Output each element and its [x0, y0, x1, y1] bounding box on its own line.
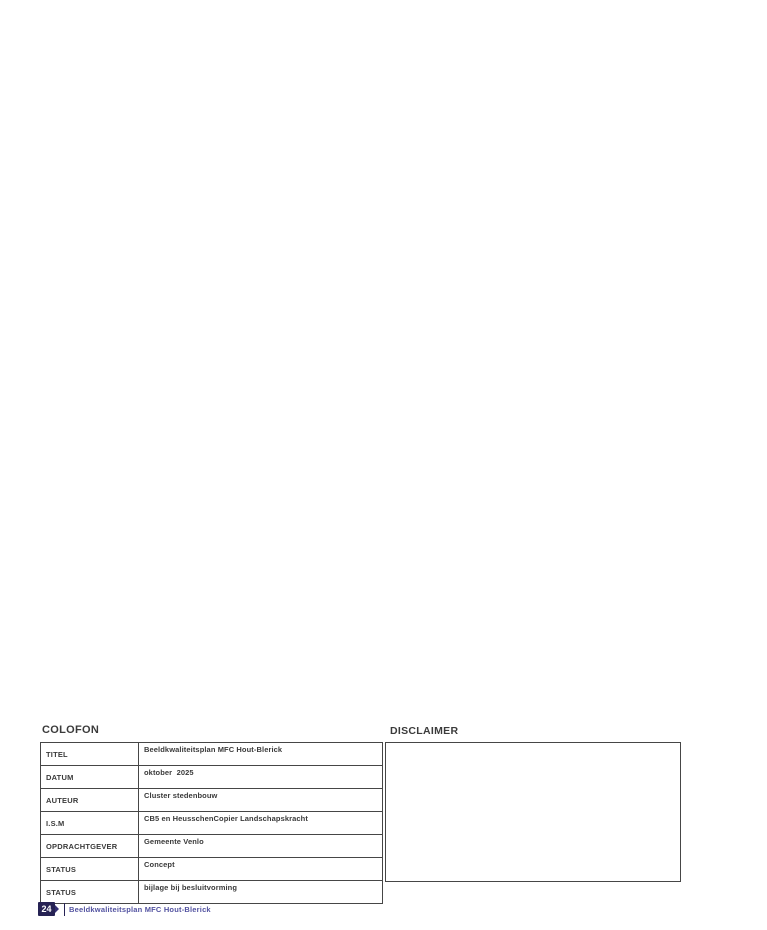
colofon-table: [40, 742, 383, 904]
table-row: [41, 766, 383, 789]
colofon-row-value: Cluster stedenbouw: [139, 789, 383, 812]
colofon-row-value: Beeldkwaliteitsplan MFC Hout-Blerick: [139, 743, 383, 766]
colofon-heading: COLOFON: [42, 724, 100, 736]
disclaimer-heading: DISCLAIMER: [390, 725, 459, 737]
table-row: [41, 789, 383, 812]
table-row: [41, 812, 383, 835]
table-row: [41, 835, 383, 858]
colofon-row-label: TITEL: [41, 743, 139, 766]
colofon-row-value: bijlage bij besluitvorming: [139, 881, 383, 904]
footer-document-title: Beeldkwaliteitsplan MFC Hout-Blerick: [69, 904, 211, 914]
colofon-row-label: AUTEUR: [41, 789, 139, 812]
colofon-row-value: oktober 2025: [139, 766, 383, 789]
table-row: [41, 743, 383, 766]
table-row: [41, 881, 383, 904]
colofon-row-label: OPDRACHTGEVER: [41, 835, 139, 858]
page-arrow-icon: [55, 905, 59, 913]
colofon-row-value: Gemeente Venlo: [139, 835, 383, 858]
table-row: [41, 858, 383, 881]
colofon-row-label: I.S.M: [41, 812, 139, 835]
page-number-badge: 24: [38, 902, 55, 916]
colofon-row-value: CB5 en HeusschenCopier Landschapskracht: [139, 812, 383, 835]
disclaimer-box: [385, 742, 681, 882]
footer-separator: [64, 903, 66, 916]
colofon-row-label: STATUS: [41, 858, 139, 881]
colofon-row-label: STATUS: [41, 881, 139, 904]
colofon-row-label: DATUM: [41, 766, 139, 789]
colofon-row-value: Concept: [139, 858, 383, 881]
